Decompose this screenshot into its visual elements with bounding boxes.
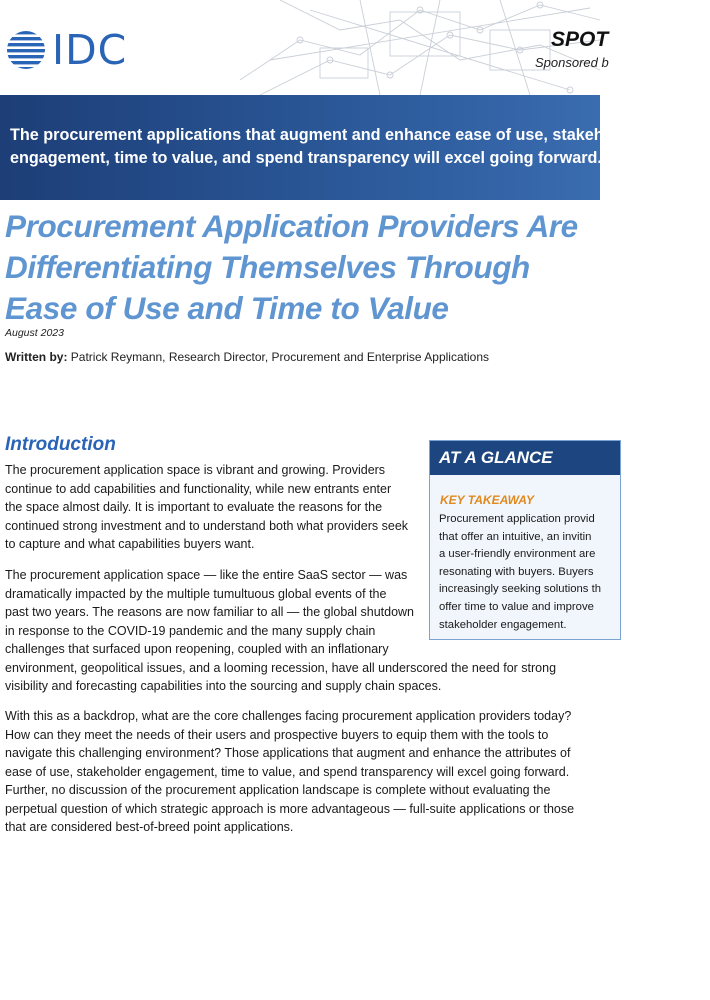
text-line: Procurement application provid: [439, 513, 595, 525]
text-line: environment, geopolitical issues, and a looming recession, have all underscored the need for strong: [5, 660, 557, 675]
key-takeaway-label: KEY TAKEAWAY: [440, 493, 535, 507]
logo-text: IDC: [52, 26, 128, 74]
title-line: Ease of Use and Time to Value: [5, 290, 449, 326]
text-line: stakeholder engagement.: [439, 618, 567, 631]
text-line: visibility and forecasting capabilities into the sourcing and supply chain spaces.: [5, 679, 442, 693]
author-label: Written by:: [5, 350, 68, 364]
banner-line: engagement, time to value, and spend transparency will excel going forward.: [10, 149, 602, 167]
author-text: Patrick Reymann, Research Director, Procurement and Enterprise Applications: [70, 350, 489, 364]
text-line: dramatically impacted by the multiple tumultuous global events of the: [5, 586, 387, 601]
text-line: offer time to value and improve: [439, 600, 594, 613]
idc-logo: [6, 27, 127, 73]
publish-date: August 2023: [5, 327, 64, 339]
title-line: Procurement Application Providers Are: [5, 208, 578, 244]
paragraph-1: [5, 461, 408, 554]
document-title: [5, 206, 595, 329]
text-line: the space almost daily. It is important to evaluate the reasons for the: [5, 500, 383, 514]
banner-text: [10, 124, 710, 170]
text-line: continue to add capabilities and functionality, while new entrants enter: [5, 481, 392, 496]
text-line: perpetual question of which strategic approach is more advantageous — full-suite applications or those: [5, 801, 575, 816]
text-line: that offer an intuitive, an invitin: [439, 530, 592, 543]
text-line: ease of use, stakeholder engagement, time to value, and spend transparency will excel going forward.: [5, 764, 570, 779]
text-line: to capture and what capabilities buyers want.: [5, 537, 255, 551]
section-heading-introduction: Introduction: [5, 434, 116, 455]
text-line: a user-friendly environment are: [439, 548, 596, 561]
text-line: that are considered best-of-breed point applications.: [5, 820, 294, 834]
document-type: SPOT: [551, 28, 609, 51]
text-line: Further, no discussion of the procurement application landscape is complete without evaluating the: [5, 783, 551, 797]
title-line: Differentiating Themselves Through: [5, 249, 530, 285]
author-line: [5, 350, 489, 364]
paragraph-3: [5, 707, 574, 837]
at-a-glance-header: [430, 441, 620, 475]
summary-banner: [0, 95, 644, 200]
text-line: navigate this challenging environment? Those applications that augment and enhance the attributes of: [5, 746, 571, 760]
text-line: continued strong investment and to understand both what providers seek: [5, 518, 409, 533]
text-line: in response to the COVID-19 pandemic and the many supply chain: [5, 623, 376, 638]
text-line: The procurement application space is vibrant and growing. Providers: [5, 463, 386, 477]
globe-stripes-icon: [6, 29, 46, 71]
text-line: challenges that surfaced upon reopening, coupled with an inflationary: [5, 642, 389, 656]
at-a-glance-box: [429, 440, 621, 640]
banner-line: The procurement applications that augment and enhance ease of use, stakeholder: [10, 126, 644, 144]
sponsored-by: Sponsored b: [535, 55, 609, 70]
text-line: With this as a backdrop, what are the core challenges facing procurement application providers today?: [5, 709, 572, 723]
header-circuit-art: [240, 0, 600, 95]
at-a-glance-title: AT A GLANCE: [439, 448, 553, 467]
text-line: The procurement application space — like the entire SaaS sector — was: [5, 568, 408, 582]
text-line: past two years. The reasons are now familiar to all — the global shutdown: [5, 605, 415, 619]
key-takeaway-text: [439, 511, 619, 634]
text-line: increasingly seeking solutions th: [439, 583, 602, 596]
text-line: resonating with buyers. Buyers: [439, 565, 594, 578]
text-line: How can they meet the needs of their users and prospective buyers to equip them with the tools to: [5, 727, 549, 742]
